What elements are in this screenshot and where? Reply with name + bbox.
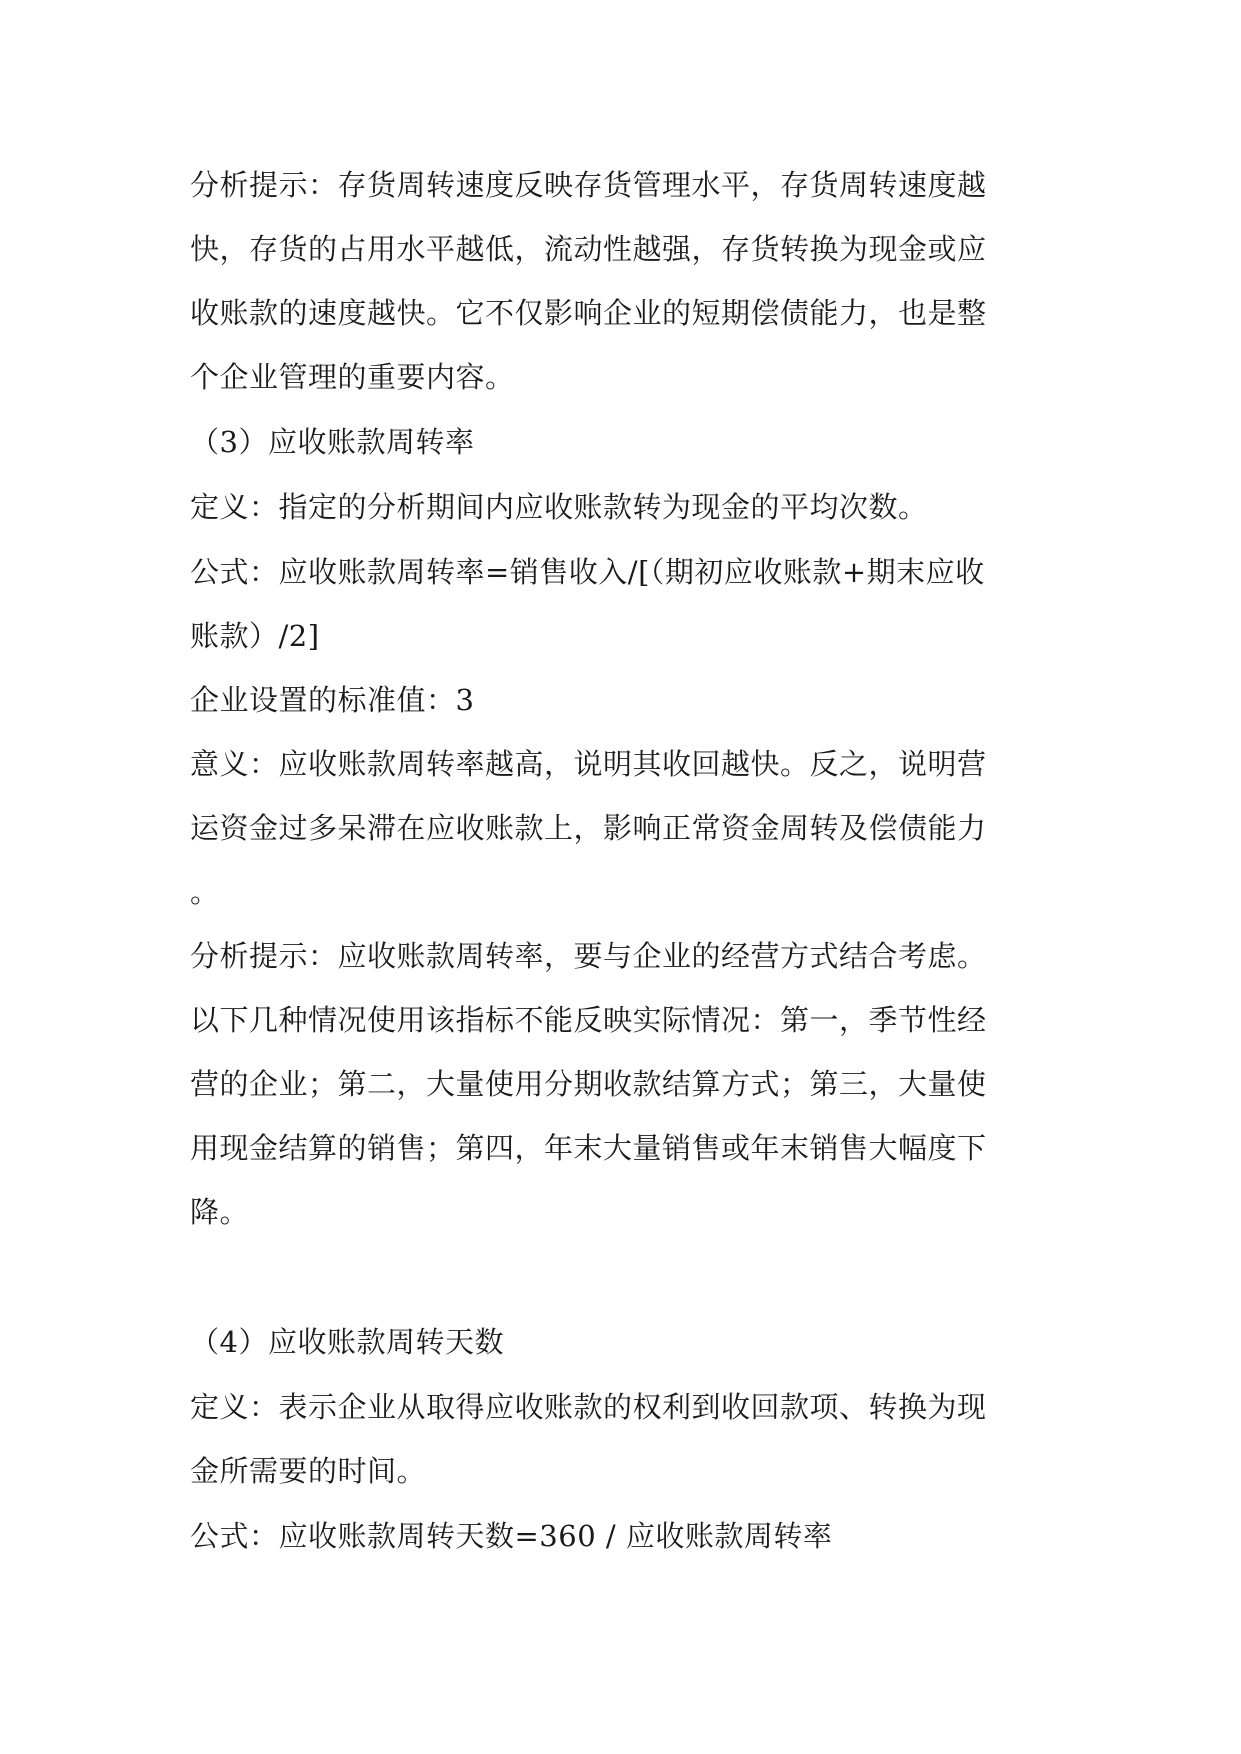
paragraph-line: 收账款的速度越快。它不仅影响企业的短期偿债能力，也是整 bbox=[190, 296, 987, 330]
paragraph-line: 公式：应收账款周转天数=360 / 应收账款周转率 bbox=[190, 1519, 833, 1553]
paragraph-line: 意义：应收账款周转率越高，说明其收回越快。反之，说明营 bbox=[190, 747, 987, 781]
paragraph-line: 定义：表示企业从取得应收账款的权利到收回款项、转换为现 bbox=[190, 1390, 987, 1424]
paragraph-line: 分析提示：存货周转速度反映存货管理水平，存货周转速度越 bbox=[190, 168, 987, 202]
paragraph-line: 营的企业；第二，大量使用分期收款结算方式；第三，大量使 bbox=[190, 1067, 987, 1101]
paragraph-line: 用现金结算的销售；第四，年末大量销售或年末销售大幅度下 bbox=[190, 1131, 987, 1165]
paragraph-line: 公式：应收账款周转率=销售收入/[（期初应收账款+期末应收 bbox=[190, 555, 985, 589]
paragraph-line: 金所需要的时间。 bbox=[190, 1454, 427, 1488]
paragraph-line: 运资金过多呆滞在应收账款上，影响正常资金周转及偿债能力 bbox=[190, 811, 987, 845]
section-heading: （4）应收账款周转天数 bbox=[190, 1325, 504, 1359]
paragraph-line: 快，存货的占用水平越低，流动性越强，存货转换为现金或应 bbox=[190, 232, 987, 266]
paragraph-line: 以下几种情况使用该指标不能反映实际情况：第一，季节性经 bbox=[190, 1003, 987, 1037]
paragraph-line: 定义：指定的分析期间内应收账款转为现金的平均次数。 bbox=[190, 490, 928, 524]
paragraph-line: 分析提示：应收账款周转率，要与企业的经营方式结合考虑。 bbox=[190, 939, 987, 973]
paragraph-line: 企业设置的标准值：3 bbox=[190, 683, 475, 717]
paragraph-line: 。 bbox=[190, 875, 220, 909]
paragraph-line: 降。 bbox=[190, 1195, 250, 1229]
paragraph-line: 账款）/2] bbox=[190, 619, 320, 653]
section-heading: （3）应收账款周转率 bbox=[190, 425, 475, 459]
paragraph-line: 个企业管理的重要内容。 bbox=[190, 360, 515, 394]
